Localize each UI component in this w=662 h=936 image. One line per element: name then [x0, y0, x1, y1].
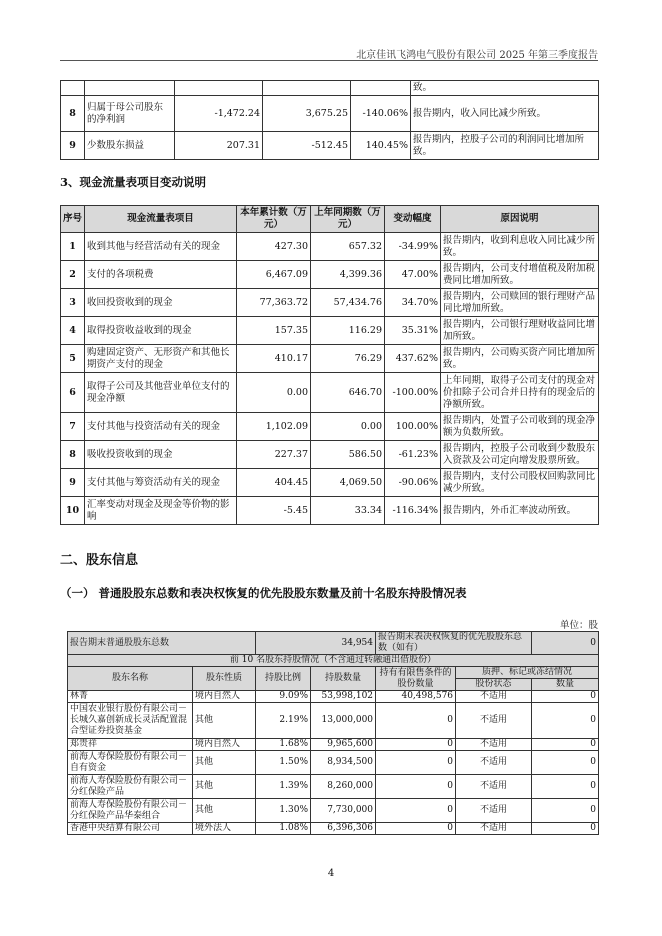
- row-number: 5: [61, 345, 85, 373]
- item-cell: 支付其他与筹资活动有关的现金: [85, 469, 237, 497]
- item-cell: 汇率变动对现金及现金等价物的影响: [85, 497, 237, 525]
- current-value: 410.17: [237, 345, 311, 373]
- share-status: 不适用: [456, 775, 532, 799]
- section-title: 二、股东信息: [60, 553, 139, 568]
- preferred-shareholders-label: 报告期末表决权恢复的优先股股东总数（如有）: [376, 632, 532, 655]
- change-rate: 100.00%: [385, 413, 441, 441]
- shareholder-nature: 其他: [193, 775, 256, 799]
- prior-value: 4,399.36: [311, 261, 385, 289]
- reason-cell: 报告期内，收到利息收入同比减少所致。: [441, 233, 599, 261]
- table-row: [68, 799, 599, 823]
- prior-value: -512.45: [263, 132, 351, 160]
- prior-value: 116.29: [311, 317, 385, 345]
- current-value: 1,102.09: [237, 413, 311, 441]
- reason-cell: 报告期内，处置子公司收到的现金净额为负数所致。: [441, 413, 599, 441]
- current-value: 157.35: [237, 317, 311, 345]
- pledge-qty: 0: [532, 775, 599, 799]
- change-rate: 47.00%: [385, 261, 441, 289]
- row-number: 1: [61, 233, 85, 261]
- unit-label: 单位：股: [559, 620, 598, 631]
- item-cell: 取得投资收益收到的现金: [85, 317, 237, 345]
- col-header-restricted: 持有有限售条件的股份数量: [376, 667, 456, 691]
- holding-ratio: 1.39%: [256, 775, 311, 799]
- cash-flow-table: [60, 205, 599, 525]
- shareholder-nature: 其他: [193, 799, 256, 823]
- holding-count: 9,965,600: [311, 739, 376, 751]
- prior-value: 657.32: [311, 233, 385, 261]
- table-row: [61, 497, 599, 525]
- col-header-prior: 上年同期数（万元）: [311, 206, 385, 233]
- table-row: [68, 751, 599, 775]
- row-number: 10: [61, 497, 85, 525]
- change-rate: -61.23%: [385, 441, 441, 469]
- item-cell: 归属于母公司股东的净利润: [85, 96, 175, 132]
- item-cell: 支付的各项税费: [85, 261, 237, 289]
- current-value: 427.30: [237, 233, 311, 261]
- holding-count: 8,934,500: [311, 751, 376, 775]
- holding-ratio: 2.19%: [256, 703, 311, 739]
- reason-cell: 报告期内，控股子公司的利润同比增加所致。: [411, 132, 599, 160]
- share-status: 不适用: [456, 703, 532, 739]
- col-header-status: 股份状态: [456, 679, 532, 691]
- row-number: 9: [61, 132, 85, 160]
- change-rate: -116.34%: [385, 497, 441, 525]
- change-rate: -90.06%: [385, 469, 441, 497]
- shareholders-table: [67, 631, 599, 835]
- col-header-pledge: 质押、标记或冻结情况: [456, 667, 599, 679]
- table-row: [61, 413, 599, 441]
- col-header-count: 持股数量: [311, 667, 376, 691]
- change-rate: 437.62%: [385, 345, 441, 373]
- shareholder-name: 香港中央结算有限公司: [68, 823, 193, 835]
- section-title: 3、现金流量表项目变动说明: [60, 175, 207, 189]
- col-header-current: 本年累计数（万元）: [237, 206, 311, 233]
- current-value: 227.37: [237, 441, 311, 469]
- table-row: [61, 96, 599, 132]
- change-rate: -34.99%: [385, 233, 441, 261]
- row-number: 8: [61, 96, 85, 132]
- shareholder-nature: 其他: [193, 751, 256, 775]
- report-header: 北京佳讯飞鸿电气股份有限公司 2025 年第三季度报告: [356, 50, 598, 61]
- prior-value: 76.29: [311, 345, 385, 373]
- table-row: [61, 441, 599, 469]
- table-row: [68, 823, 599, 835]
- holding-count: 7,730,000: [311, 799, 376, 823]
- share-status: 不适用: [456, 691, 532, 703]
- restricted-shares: 0: [376, 823, 456, 835]
- shareholder-name: 前海人寿保险股份有限公司－分红保险产品华泰组合: [68, 799, 193, 823]
- item-cell: 收回投资收到的现金: [85, 289, 237, 317]
- pledge-qty: 0: [532, 703, 599, 739]
- pledge-qty: 0: [532, 823, 599, 835]
- current-value: -5.45: [237, 497, 311, 525]
- row-number: 8: [61, 441, 85, 469]
- item-cell: 少数股东损益: [85, 132, 175, 160]
- col-header-reason: 原因说明: [441, 206, 599, 233]
- table-header-row: [61, 206, 599, 233]
- col-header-nature: 股东性质: [193, 667, 256, 691]
- current-value: 207.31: [175, 132, 263, 160]
- share-status: 不适用: [456, 751, 532, 775]
- table-row: [68, 691, 599, 703]
- col-header-item: 现金流量表项目: [85, 206, 237, 233]
- total-shareholders-value: 34,954: [256, 632, 376, 655]
- restricted-shares: 0: [376, 751, 456, 775]
- reason-cell: 报告期内，公司银行理财收益同比增加所致。: [441, 317, 599, 345]
- row-number: 4: [61, 317, 85, 345]
- col-header-no: 序号: [61, 206, 85, 233]
- reason-cell: 致。: [411, 81, 599, 96]
- table-header-row: [68, 667, 599, 679]
- item-cell: 取得子公司及其他营业单位支付的现金净额: [85, 373, 237, 413]
- holding-count: 6,396,306: [311, 823, 376, 835]
- col-header-qty: 数量: [532, 679, 599, 691]
- change-rate: -100.00%: [385, 373, 441, 413]
- prior-value: 586.50: [311, 441, 385, 469]
- holding-ratio: 1.50%: [256, 751, 311, 775]
- reason-cell: 报告期内，外币汇率波动所致。: [441, 497, 599, 525]
- current-value: 404.45: [237, 469, 311, 497]
- prior-value: 33.34: [311, 497, 385, 525]
- share-status: 不适用: [456, 823, 532, 835]
- item-cell: 吸收投资收到的现金: [85, 441, 237, 469]
- restricted-shares: 0: [376, 739, 456, 751]
- shareholder-name: 前海人寿保险股份有限公司－分红保险产品: [68, 775, 193, 799]
- change-rate: -140.06%: [351, 96, 411, 132]
- row-number: 2: [61, 261, 85, 289]
- table-row: [61, 345, 599, 373]
- table-row: [61, 317, 599, 345]
- restricted-shares: 0: [376, 799, 456, 823]
- pledge-qty: 0: [532, 691, 599, 703]
- reason-cell: 报告期内，公司赎回的银行理财产品同比增加所致。: [441, 289, 599, 317]
- holding-ratio: 1.08%: [256, 823, 311, 835]
- row-number: 7: [61, 413, 85, 441]
- share-status: 不适用: [456, 799, 532, 823]
- restricted-shares: 40,498,576: [376, 691, 456, 703]
- total-shareholders-label: 报告期末普通股股东总数: [68, 632, 256, 655]
- table-row: [61, 132, 599, 160]
- restricted-shares: 0: [376, 775, 456, 799]
- reason-cell: 报告期内，控股子公司收到少数股东入资款及公司定向增发股票所致。: [441, 441, 599, 469]
- pledge-qty: 0: [532, 751, 599, 775]
- change-rate: 34.70%: [385, 289, 441, 317]
- table-row: [68, 775, 599, 799]
- shareholder-name: 郑贵祥: [68, 739, 193, 751]
- reason-cell: 报告期内，公司购买资产同比增加所致。: [441, 345, 599, 373]
- col-header-change: 变动幅度: [385, 206, 441, 233]
- current-value: 0.00: [237, 373, 311, 413]
- reason-cell: 报告期内，公司支付增值税及附加税费同比增加所致。: [441, 261, 599, 289]
- table-row: [68, 739, 599, 751]
- top10-title: 前 10 名股东持股情况（不含通过转融通出借股份）: [68, 655, 599, 667]
- shareholder-name: 林菁: [68, 691, 193, 703]
- prior-value: 57,434.76: [311, 289, 385, 317]
- current-value: 77,363.72: [237, 289, 311, 317]
- shareholder-nature: 境外法人: [193, 823, 256, 835]
- shareholder-nature: 其他: [193, 703, 256, 739]
- summary-row: [68, 632, 599, 655]
- holding-ratio: 9.09%: [256, 691, 311, 703]
- col-header-ratio: 持股比例: [256, 667, 311, 691]
- pledge-qty: 0: [532, 799, 599, 823]
- change-rate: 35.31%: [385, 317, 441, 345]
- pledge-qty: 0: [532, 739, 599, 751]
- row-number: 3: [61, 289, 85, 317]
- share-status: 不适用: [456, 739, 532, 751]
- holding-count: 8,260,000: [311, 775, 376, 799]
- table-row: [61, 81, 599, 96]
- table-row: [68, 703, 599, 739]
- prior-value: 0.00: [311, 413, 385, 441]
- table-row: [61, 233, 599, 261]
- item-cell: 支付其他与投资活动有关的现金: [85, 413, 237, 441]
- holding-count: 13,000,000: [311, 703, 376, 739]
- table-row: [61, 261, 599, 289]
- reason-cell: 报告期内，收入同比减少所致。: [411, 96, 599, 132]
- holding-ratio: 1.30%: [256, 799, 311, 823]
- current-value: -1,472.24: [175, 96, 263, 132]
- prior-value: 646.70: [311, 373, 385, 413]
- reason-cell: 报告期内，支付公司股权回购款同比减少所致。: [441, 469, 599, 497]
- table-row: [61, 373, 599, 413]
- holding-count: 53,998,102: [311, 691, 376, 703]
- shareholder-nature: 境内自然人: [193, 739, 256, 751]
- item-cell: 购建固定资产、无形资产和其他长期资产支付的现金: [85, 345, 237, 373]
- prior-value: 3,675.25: [263, 96, 351, 132]
- current-value: 6,467.09: [237, 261, 311, 289]
- subsection-title: （一） 普通股股东总数和表决权恢复的优先股股东数量及前十名股东持股情况表: [60, 586, 467, 600]
- top10-title-row: [68, 655, 599, 667]
- preferred-shareholders-value: 0: [532, 632, 599, 655]
- shareholder-name: 中国农业银行股份有限公司－长城久嘉创新成长灵活配置混合型证券投资基金: [68, 703, 193, 739]
- col-header-name: 股东名称: [68, 667, 193, 691]
- row-number: 6: [61, 373, 85, 413]
- page-number: 4: [327, 868, 335, 879]
- change-rate: 140.45%: [351, 132, 411, 160]
- table-row: [61, 469, 599, 497]
- restricted-shares: 0: [376, 703, 456, 739]
- prior-value: 4,069.50: [311, 469, 385, 497]
- shareholder-nature: 境内自然人: [193, 691, 256, 703]
- header-divider: [60, 60, 598, 61]
- profit-items-table: [60, 80, 599, 160]
- table-row: [61, 289, 599, 317]
- item-cell: 收到其他与经营活动有关的现金: [85, 233, 237, 261]
- shareholder-name: 前海人寿保险股份有限公司－自有资金: [68, 751, 193, 775]
- row-number: 9: [61, 469, 85, 497]
- reason-cell: 上年同期，取得子公司支付的现金对价扣除子公司合并日持有的现金后的净额所致。: [441, 373, 599, 413]
- holding-ratio: 1.68%: [256, 739, 311, 751]
